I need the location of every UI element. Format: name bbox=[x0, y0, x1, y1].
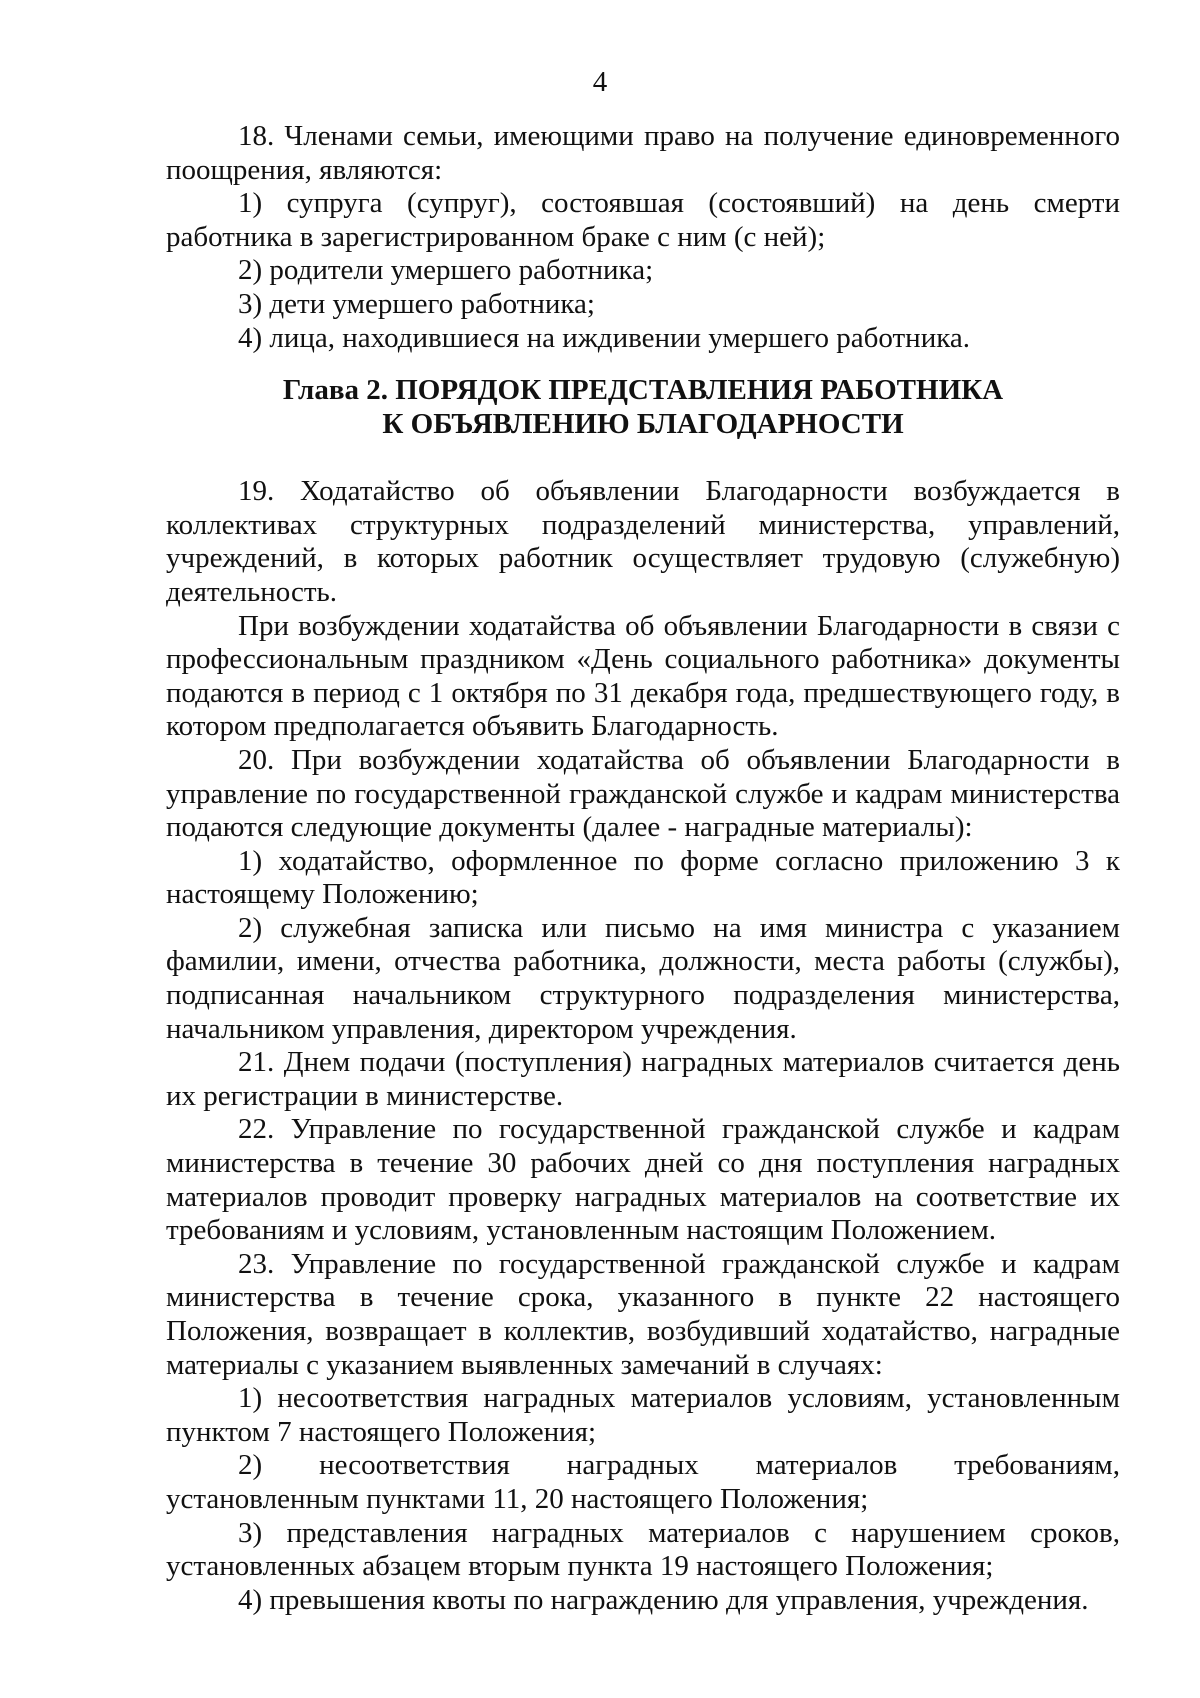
paragraph-19-second: При возбуждении ходатайства об объявлении Благодарности в связи с профессиональным праздником «День социального работника» документы подаются в период с 1 октября по 31 декабря года, предшествующего году, в котором предполагается объявить Благодарность. bbox=[166, 609, 1120, 743]
paragraph-19: 19. Ходатайство об объявлении Благодарности возбуждается в коллективах структурных подразделений министерства, управлений, учреждений, в которых работник осуществляет трудовую (служебную) деятельность. bbox=[166, 475, 1120, 608]
paragraph-23: 23. Управление по государственной гражданской службе и кадрам министерства в течение срока, указанного в пункте 22 настоящего Положения, возвращает в коллектив, возбудивший ходатайство, наградные материалы с указанием выявленных замечаний в случаях: bbox=[166, 1247, 1120, 1381]
list-item-23-4: 4) превышения квоты по награждению для управления, учреждения. bbox=[238, 1583, 1089, 1616]
spacer bbox=[166, 355, 1120, 373]
chapter-title bbox=[166, 373, 1120, 441]
list-item-20-1: 1) ходатайство, оформленное по форме согласно приложению 3 к настоящему Положению; bbox=[166, 844, 1120, 911]
chapter-title-line-2: К ОБЪЯВЛЕНИЮ БЛАГОДАРНОСТИ bbox=[382, 408, 904, 441]
page-number: 4 bbox=[592, 66, 608, 98]
chapter-title-line-1: Глава 2. ПОРЯДОК ПРЕДСТАВЛЕНИЯ РАБОТНИКА bbox=[282, 374, 1004, 407]
list-item-4-dependents: 4) лица, находившиеся на иждивении умершего работника. bbox=[238, 321, 970, 354]
list-item-23-3: 3) представления наградных материалов с нарушением сроков, установленных абзацем вторым пункта 19 настоящего Положения; bbox=[166, 1516, 1120, 1583]
document-body bbox=[166, 120, 1120, 1617]
list-item-23-2: 2) несоответствия наградных материалов требованиям, установленным пунктами 11, 20 настоящего Положения; bbox=[166, 1449, 1120, 1515]
spacer bbox=[166, 441, 1120, 475]
list-item-3-children: 3) дети умершего работника; bbox=[238, 287, 595, 320]
list-item-23-1: 1) несоответствия наградных материалов условиям, установленным пунктом 7 настоящего Положения; bbox=[166, 1382, 1120, 1448]
list-item-20-2: 2) служебная записка или письмо на имя министра с указанием фамилии, имени, отчества работника, должности, места работы (службы), подписанная начальником структурного подразделения министерства, начальником управления, директором учреждения. bbox=[166, 911, 1120, 1045]
list-item-1-spouse: 1) супруга (супруг), состоявшая (состоявший) на день смерти работника в зарегистрированном браке с ним (с ней); bbox=[166, 187, 1120, 253]
paragraph-21: 21. Днем подачи (поступления) наградных материалов считается день их регистрации в министерстве. bbox=[166, 1046, 1120, 1112]
list-item-2-parents: 2) родители умершего работника; bbox=[238, 254, 654, 287]
paragraph-22: 22. Управление по государственной гражданской службе и кадрам министерства в течение 30 рабочих дней со дня поступления наградных материалов проводит проверку наградных материалов на соответствие их требованиям и условиям, установленным настоящим Положением. bbox=[166, 1113, 1120, 1247]
paragraph-18: 18. Членами семьи, имеющими право на получение единовременного поощрения, являются: bbox=[166, 120, 1120, 186]
paragraph-20: 20. При возбуждении ходатайства об объявлении Благодарности в управление по государственной гражданской службе и кадрам министерства подаются следующие документы (далее - наградные материалы): bbox=[166, 743, 1120, 844]
